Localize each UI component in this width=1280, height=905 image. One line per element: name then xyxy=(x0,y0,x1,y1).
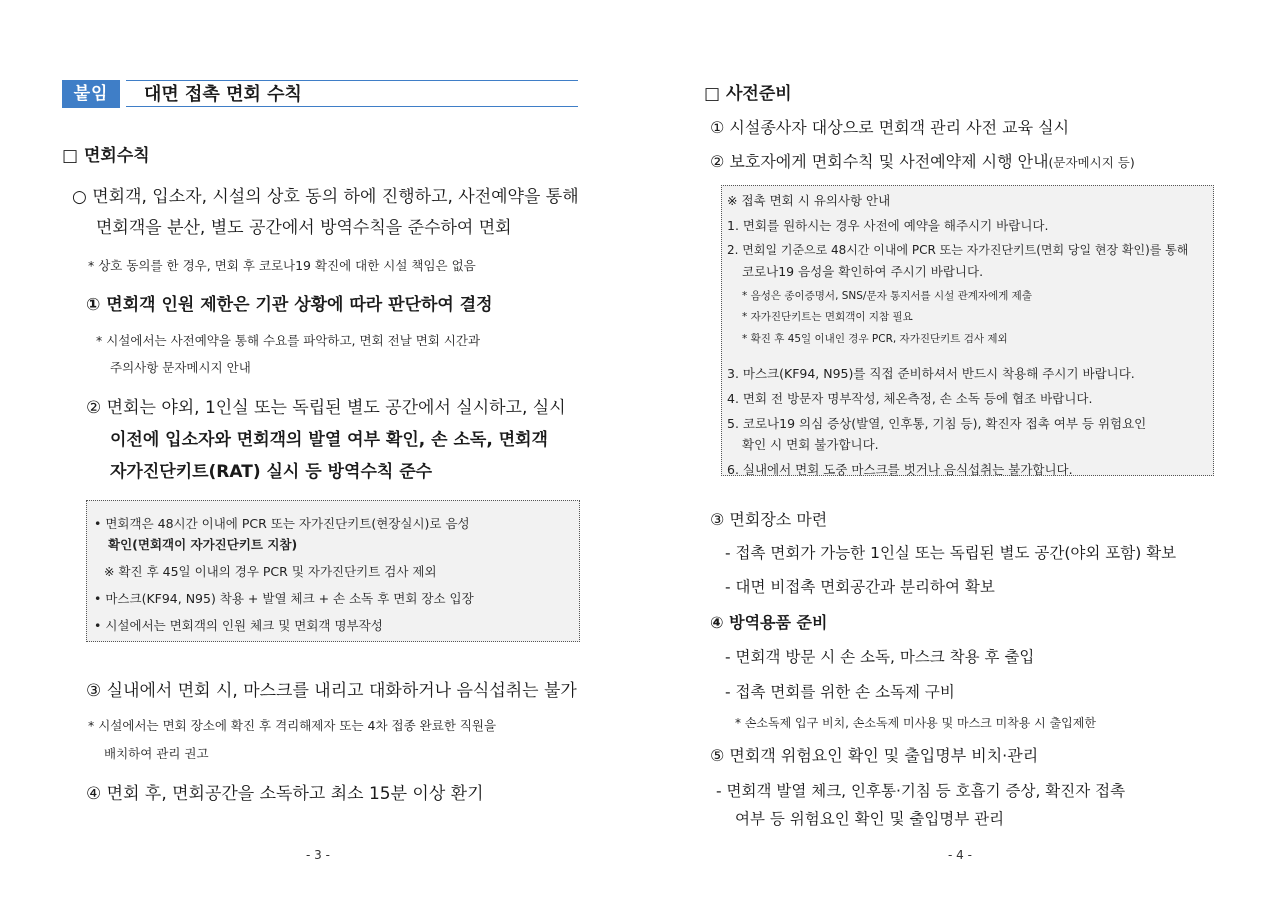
page-title: 대면 접촉 면회 수칙 xyxy=(126,80,578,107)
intro-note: * 상호 동의를 한 경우, 면회 후 코로나19 확진에 대한 시설 책임은 없음 xyxy=(88,258,476,273)
notice-item-5-line-2: 확인 시 면회 불가합니다. xyxy=(742,437,879,452)
notice-item-6: 6. 실내에서 면회 도중 마스크를 벗거나 음식섭취는 불가합니다. xyxy=(727,462,1073,477)
page-number-left: - 3 - xyxy=(306,848,330,862)
notice-item-4: 4. 면회 전 방문자 명부작성, 체온측정, 손 소독 등에 협조 바랍니다. xyxy=(727,391,1093,406)
rule-item-3-note-line-2: 배치하여 관리 권고 xyxy=(104,746,209,761)
prep-item-5-detail-line-1: - 면회객 발열 체크, 인후통·기침 등 호흡기 증상, 확진자 접촉 xyxy=(716,782,1126,800)
notice-sub-2: * 자가진단키트는 면회객이 지참 필요 xyxy=(742,311,913,323)
detail-bullet-1-sub: ※ 확진 후 45일 이내의 경우 PCR 및 자가진단키트 검사 제외 xyxy=(104,564,437,579)
section-heading-rules: □ 면회수칙 xyxy=(62,146,150,166)
rule-item-1: ① 면회객 인원 제한은 기관 상황에 따라 판단하여 결정 xyxy=(86,295,493,315)
prep-item-3-detail-2: - 대면 비접촉 면회공간과 분리하여 확보 xyxy=(725,578,995,596)
prep-item-1: ① 시설종사자 대상으로 면회객 관리 사전 교육 실시 xyxy=(710,118,1070,137)
prep-item-3: ③ 면회장소 마련 xyxy=(710,510,828,529)
rule-item-1-note-line-1: * 시설에서는 사전예약을 통해 수요를 파악하고, 면회 전날 면회 시간과 xyxy=(96,333,481,348)
prep-item-3-detail-1: - 접촉 면회가 가능한 1인실 또는 독립된 별도 공간(야외 포함) 확보 xyxy=(725,544,1177,562)
rule-item-1-note-line-2: 주의사항 문자메시지 안내 xyxy=(110,360,251,375)
prep-item-4-note: * 손소독제 입구 비치, 손소독제 미사용 및 마스크 미착용 시 출입제한 xyxy=(735,716,1096,730)
prep-item-2 xyxy=(710,149,1135,172)
rule-item-4: ④ 면회 후, 면회공간을 소독하고 최소 15분 이상 환기 xyxy=(86,784,484,804)
notice-sub-1: * 음성은 종이증명서, SNS/문자 통지서를 시설 관계자에게 제출 xyxy=(742,290,1032,302)
prep-item-5-detail-line-2: 여부 등 위험요인 확인 및 출입명부 관리 xyxy=(735,810,1005,828)
page-number-right: - 4 - xyxy=(948,848,972,862)
detail-bullet-2: • 마스크(KF94, N95) 착용 + 발열 체크 + 손 소독 후 면회 장소 입장 xyxy=(94,591,474,606)
notice-item-3: 3. 마스크(KF94, N95)를 직접 준비하셔서 반드시 착용해 주시기 바랍니다. xyxy=(727,366,1135,381)
prep-item-5: ⑤ 면회객 위험요인 확인 및 출입명부 비치·관리 xyxy=(710,746,1039,765)
detail-bullet-3: • 시설에서는 면회객의 인원 체크 및 면회객 명부작성 xyxy=(94,618,383,633)
rule-item-3: ③ 실내에서 면회 시, 마스크를 내리고 대화하거나 음식섭취는 불가 xyxy=(86,681,577,701)
rule-item-2-line-3: 자가진단키트(RAT) 실시 등 방역수칙 준수 xyxy=(110,462,433,482)
notice-item-2-line-2: 코로나19 음성을 확인하여 주시기 바랍니다. xyxy=(742,264,984,279)
notice-item-5-line-1: 5. 코로나19 의심 증상(발열, 인후통, 기침 등), 확진자 접촉 여부 등 위험요인 xyxy=(727,416,1147,431)
prep-item-4-detail-2: - 접촉 면회를 위한 손 소독제 구비 xyxy=(725,683,955,701)
prep-item-2-text: ② 보호자에게 면회수칙 및 사전예약제 시행 안내 xyxy=(710,152,1049,171)
intro-line-2: 면회객을 분산, 별도 공간에서 방역수칙을 준수하여 면회 xyxy=(96,218,512,238)
prep-item-4: ④ 방역용품 준비 xyxy=(710,613,828,632)
detail-bullet-1-line-2: 확인(면회객이 자가진단키트 지참) xyxy=(108,537,298,552)
rule-item-2-line-1: ② 면회는 야외, 1인실 또는 독립된 별도 공간에서 실시하고, 실시 xyxy=(86,398,566,418)
prep-item-2-small: (문자메시지 등) xyxy=(1048,155,1135,170)
notice-item-1: 1. 면회를 원하시는 경우 사전에 예약을 해주시기 바랍니다. xyxy=(727,218,1049,233)
notice-sub-3: * 확진 후 45일 이내인 경우 PCR, 자가진단키트 검사 제외 xyxy=(742,333,1008,345)
notice-header: ※ 접촉 면회 시 유의사항 안내 xyxy=(727,193,891,208)
detail-bullet-1-line-1: • 면회객은 48시간 이내에 PCR 또는 자가진단키트(현장실시)로 음성 xyxy=(94,516,470,531)
section-heading-prep: □ 사전준비 xyxy=(704,84,792,104)
prep-item-4-detail-1: - 면회객 방문 시 손 소독, 마스크 착용 후 출입 xyxy=(725,648,1035,666)
notice-item-2-line-1: 2. 면회일 기준으로 48시간 이내에 PCR 또는 자가진단키트(면회 당일 현장 확인)를 통해 xyxy=(727,243,1189,257)
rule-item-3-note-line-1: * 시설에서는 면회 장소에 확진 후 격리해제자 또는 4차 접종 완료한 직원을 xyxy=(88,718,497,733)
intro-line-1: ○ 면회객, 입소자, 시설의 상호 동의 하에 진행하고, 사전예약을 통해 xyxy=(72,187,579,207)
section-tag: 붙임 xyxy=(62,80,120,108)
rule-item-2-line-2: 이전에 입소자와 면회객의 발열 여부 확인, 손 소독, 면회객 xyxy=(110,430,548,450)
